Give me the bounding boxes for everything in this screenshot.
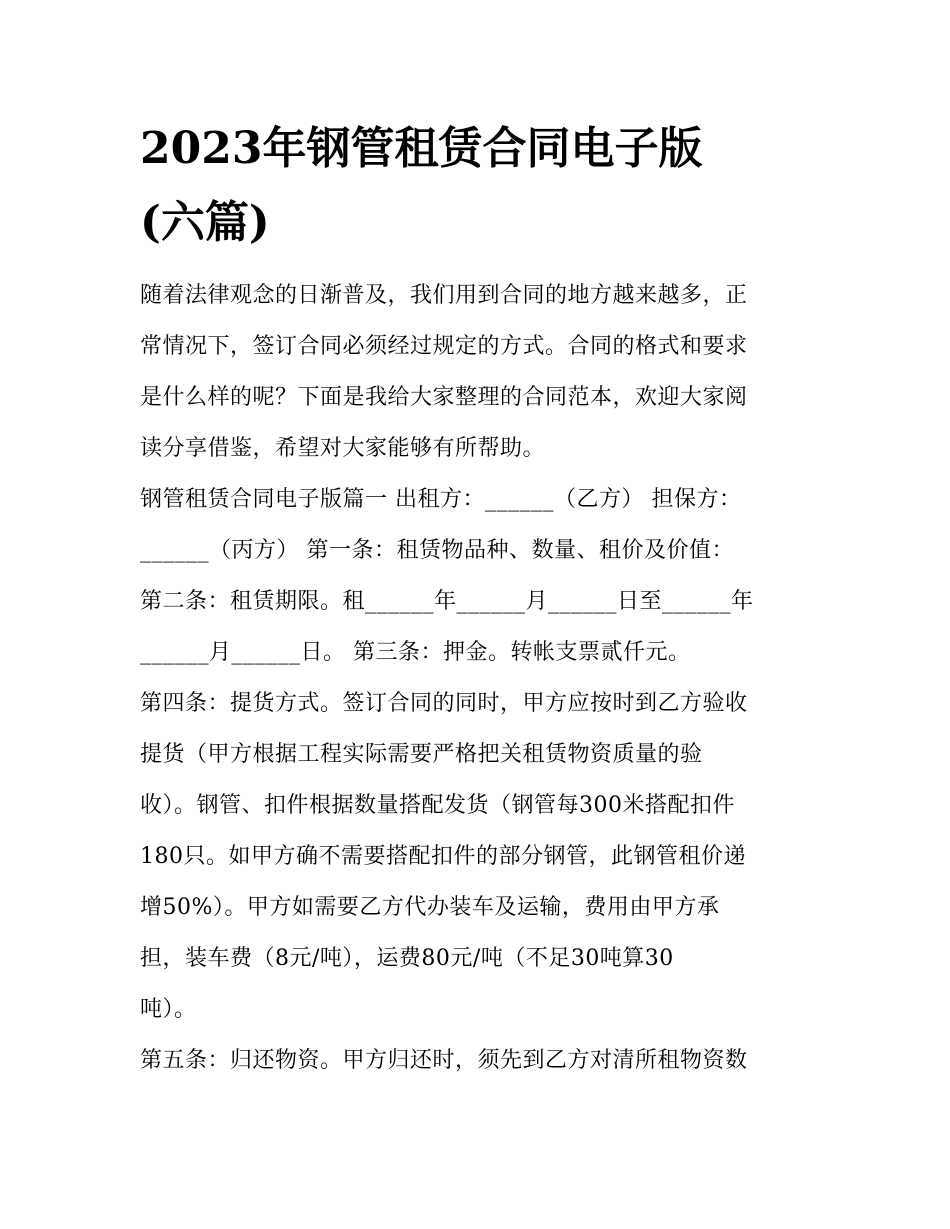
- article-five-paragraph: [140, 1035, 820, 1086]
- text-line: 读分享借鉴，希望对大家能够有所帮助。: [140, 436, 546, 461]
- text-line: ______（丙方） 第一条：租赁物品种、数量、租价及价值：: [140, 538, 734, 563]
- title-line-1: 2023年钢管租赁合同电子版: [140, 123, 703, 174]
- text-line: 第四条：提货方式。签订合同的同时，甲方应按时到乙方验收: [140, 691, 748, 716]
- title-line-2: (六篇): [140, 197, 270, 248]
- text-line: 第二条：租赁期限。租______年______月______日至______年: [140, 589, 754, 614]
- text-line: 第五条：归还物资。甲方归还时，须先到乙方对清所租物资数: [140, 1048, 748, 1073]
- text-line: 收）。钢管、扣件根据数量搭配发货（钢管每300米搭配扣件: [140, 793, 735, 818]
- text-line: ______月______日。 第三条：押金。转帐支票贰仟元。: [140, 640, 691, 665]
- text-line: 钢管租赁合同电子版篇一 出租方：______（乙方） 担保方：: [140, 487, 742, 512]
- text-line: 提货（甲方根据工程实际需要严格把关租赁物资质量的验: [140, 742, 703, 767]
- text-line: 是什么样的呢？下面是我给大家整理的合同范本，欢迎大家阅: [140, 385, 748, 410]
- article-four-paragraph: [140, 678, 820, 1035]
- text-line: 吨）。: [140, 997, 197, 1022]
- text-line: 增50%）。甲方如需要乙方代办装车及运输，费用由甲方承: [140, 895, 720, 920]
- text-line: 常情况下，签订合同必须经过规定的方式。合同的格式和要求: [140, 334, 748, 359]
- document-title: [140, 112, 820, 260]
- intro-paragraph: [140, 270, 820, 474]
- text-line: 随着法律观念的日渐普及，我们用到合同的地方越来越多，正: [140, 283, 748, 308]
- document-page: [140, 112, 820, 1086]
- text-line: 担，装车费（8元/吨），运费80元/吨（不足30吨算30: [140, 946, 674, 971]
- text-line: 180只。如甲方确不需要搭配扣件的部分钢管，此钢管租价递: [140, 844, 746, 869]
- contract-parties-paragraph: [140, 474, 820, 678]
